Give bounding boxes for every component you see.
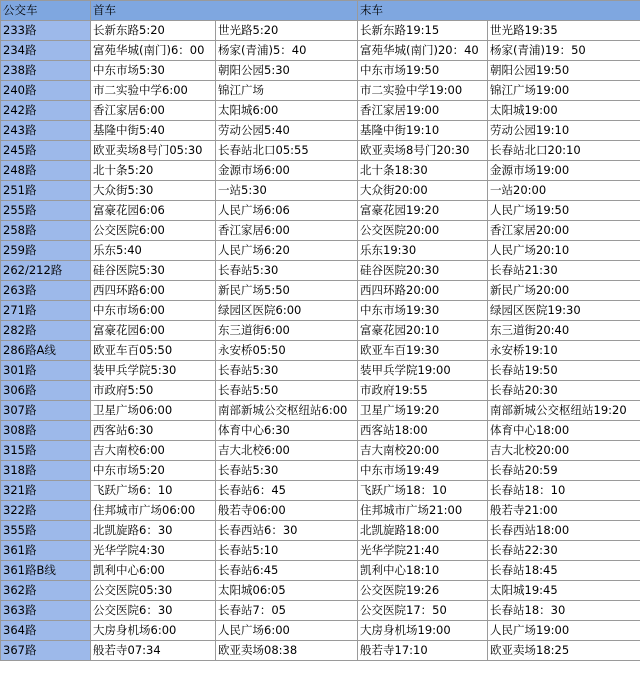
table-row [1,221,640,241]
last-bus-start-cell: 乐东19:30 [358,241,488,261]
last-bus-end-cell: 长春站20:59 [488,461,640,481]
last-bus-start-cell: 欧亚车百19:30 [358,341,488,361]
table-row [1,361,640,381]
first-bus-start-cell: 市二实验中学6:00 [91,81,216,101]
first-bus-end-cell: 人民广场6:06 [216,201,358,221]
table-row [1,61,640,81]
first-bus-end-cell: 太阳城6:00 [216,101,358,121]
first-bus-start-cell: 欧亚卖场8号门05:30 [91,141,216,161]
last-bus-end-cell: 长春站18:45 [488,561,640,581]
last-bus-start-cell: 公交医院19:26 [358,581,488,601]
last-bus-end-cell: 长春站19:50 [488,361,640,381]
route-cell: 262/212路 [1,261,91,281]
route-cell: 367路 [1,641,91,661]
first-bus-start-cell: 欧亚车百05:50 [91,341,216,361]
route-cell: 259路 [1,241,91,261]
table-row [1,161,640,181]
route-cell: 362路 [1,581,91,601]
route-cell: 282路 [1,321,91,341]
last-bus-end-cell: 人民广场19:00 [488,621,640,641]
first-bus-start-cell: 凯利中心6:00 [91,561,216,581]
first-bus-start-cell: 公交医院6:00 [91,221,216,241]
table-row [1,201,640,221]
last-bus-end-cell: 劳动公园19:10 [488,121,640,141]
table-row [1,601,640,621]
route-cell: 355路 [1,521,91,541]
first-bus-end-cell: 长春站5:30 [216,361,358,381]
first-bus-end-cell: 般若寺06:00 [216,501,358,521]
last-bus-start-cell: 装甲兵学院19:00 [358,361,488,381]
first-bus-start-cell: 中东市场6:00 [91,301,216,321]
first-bus-start-cell: 乐东5:40 [91,241,216,261]
first-bus-end-cell: 长春站6：45 [216,481,358,501]
table-row [1,481,640,501]
route-cell: 234路 [1,41,91,61]
table-row [1,401,640,421]
last-bus-start-cell: 大房身机场19:00 [358,621,488,641]
first-bus-end-cell: 南部新城公交枢纽站6:00 [216,401,358,421]
first-bus-end-cell: 长春站北口05:55 [216,141,358,161]
last-bus-start-cell: 市二实验中学19:00 [358,81,488,101]
first-bus-start-cell: 西客站6:30 [91,421,216,441]
first-bus-start-cell: 富豪花园6:06 [91,201,216,221]
first-bus-end-cell: 欧亚卖场08:38 [216,641,358,661]
last-bus-end-cell: 人民广场19:50 [488,201,640,221]
first-bus-end-cell: 长春站5:30 [216,261,358,281]
first-bus-end-cell: 人民广场6:20 [216,241,358,261]
first-bus-start-cell: 卫星广场06:00 [91,401,216,421]
route-cell: 361路B线 [1,561,91,581]
table-row [1,321,640,341]
table-row [1,121,640,141]
last-bus-start-cell: 住邦城市广场21:00 [358,501,488,521]
last-bus-start-cell: 西客站18:00 [358,421,488,441]
first-bus-end-cell: 锦江广场 [216,81,358,101]
table-row [1,561,640,581]
last-bus-start-cell: 北十条18:30 [358,161,488,181]
route-cell: 243路 [1,121,91,141]
last-bus-end-cell: 长春站22:30 [488,541,640,561]
first-bus-end-cell: 香江家居6:00 [216,221,358,241]
last-bus-start-cell: 市政府19:55 [358,381,488,401]
last-bus-start-cell: 欧亚卖场8号门20:30 [358,141,488,161]
first-bus-end-cell: 人民广场6:00 [216,621,358,641]
first-bus-start-cell: 硅谷医院5:30 [91,261,216,281]
route-cell: 307路 [1,401,91,421]
last-bus-start-cell: 富豪花园20:10 [358,321,488,341]
first-bus-end-cell: 东三道街6:00 [216,321,358,341]
last-bus-start-cell: 长新东路19:15 [358,21,488,41]
header-first-bus: 首车 [91,1,358,21]
route-cell: 308路 [1,421,91,441]
route-cell: 315路 [1,441,91,461]
last-bus-end-cell: 香江家居20:00 [488,221,640,241]
header-last-bus: 末车 [358,1,640,21]
table-row [1,241,640,261]
last-bus-end-cell: 永安桥19:10 [488,341,640,361]
last-bus-end-cell: 长春站18：30 [488,601,640,621]
route-cell: 361路 [1,541,91,561]
table-row [1,141,640,161]
last-bus-end-cell: 绿园区医院19:30 [488,301,640,321]
route-cell: 271路 [1,301,91,321]
first-bus-end-cell: 长春站5:50 [216,381,358,401]
table-row [1,521,640,541]
last-bus-end-cell: 金源市场19:00 [488,161,640,181]
table-row [1,441,640,461]
route-cell: 364路 [1,621,91,641]
first-bus-end-cell: 新民广场5:50 [216,281,358,301]
last-bus-start-cell: 西四环路20:00 [358,281,488,301]
table-row [1,421,640,441]
first-bus-start-cell: 西四环路6:00 [91,281,216,301]
first-bus-start-cell: 大房身机场6:00 [91,621,216,641]
route-cell: 251路 [1,181,91,201]
first-bus-end-cell: 长春站7：05 [216,601,358,621]
route-cell: 258路 [1,221,91,241]
route-cell: 233路 [1,21,91,41]
table-row [1,541,640,561]
last-bus-start-cell: 凯利中心18:10 [358,561,488,581]
first-bus-end-cell: 长春站6:45 [216,561,358,581]
last-bus-start-cell: 光华学院21:40 [358,541,488,561]
last-bus-start-cell: 吉大南校20:00 [358,441,488,461]
first-bus-end-cell: 一站5:30 [216,181,358,201]
last-bus-end-cell: 长春站20:30 [488,381,640,401]
last-bus-end-cell: 欧亚卖场18:25 [488,641,640,661]
first-bus-end-cell: 太阳城06:05 [216,581,358,601]
last-bus-end-cell: 吉大北校20:00 [488,441,640,461]
first-bus-start-cell: 飞跃广场6：10 [91,481,216,501]
last-bus-start-cell: 大众街20:00 [358,181,488,201]
first-bus-start-cell: 市政府5:50 [91,381,216,401]
last-bus-start-cell: 公交医院20:00 [358,221,488,241]
first-bus-end-cell: 长春西站6：30 [216,521,358,541]
last-bus-start-cell: 香江家居19:00 [358,101,488,121]
route-cell: 240路 [1,81,91,101]
schedule-body [1,21,640,661]
route-cell: 363路 [1,601,91,621]
table-row [1,181,640,201]
first-bus-end-cell: 永安桥05:50 [216,341,358,361]
first-bus-end-cell: 杨家(青浦)5：40 [216,41,358,61]
table-row [1,381,640,401]
table-row [1,21,640,41]
first-bus-start-cell: 般若寺07:34 [91,641,216,661]
table-row [1,81,640,101]
last-bus-end-cell: 锦江广场19:00 [488,81,640,101]
last-bus-end-cell: 南部新城公交枢纽站19:20 [488,401,640,421]
last-bus-start-cell: 飞跃广场18：10 [358,481,488,501]
last-bus-start-cell: 卫星广场19:20 [358,401,488,421]
last-bus-end-cell: 长春站北口20:10 [488,141,640,161]
first-bus-start-cell: 大众街5:30 [91,181,216,201]
last-bus-end-cell: 太阳城19:45 [488,581,640,601]
first-bus-end-cell: 朝阳公园5:30 [216,61,358,81]
last-bus-end-cell: 东三道街20:40 [488,321,640,341]
first-bus-end-cell: 劳动公园5:40 [216,121,358,141]
first-bus-start-cell: 住邦城市广场06:00 [91,501,216,521]
first-bus-start-cell: 装甲兵学院5:30 [91,361,216,381]
last-bus-start-cell: 硅谷医院20:30 [358,261,488,281]
route-cell: 245路 [1,141,91,161]
table-row [1,301,640,321]
first-bus-start-cell: 中东市场5:30 [91,61,216,81]
last-bus-start-cell: 富苑华城(南门)20：40 [358,41,488,61]
last-bus-end-cell: 长春站18：10 [488,481,640,501]
first-bus-end-cell: 世光路5:20 [216,21,358,41]
last-bus-start-cell: 富豪花园19:20 [358,201,488,221]
last-bus-end-cell: 朝阳公园19:50 [488,61,640,81]
last-bus-end-cell: 世光路19:35 [488,21,640,41]
table-row [1,41,640,61]
first-bus-end-cell: 体育中心6:30 [216,421,358,441]
first-bus-start-cell: 基隆中街5:40 [91,121,216,141]
route-cell: 301路 [1,361,91,381]
first-bus-start-cell: 中东市场5:20 [91,461,216,481]
table-row [1,621,640,641]
last-bus-start-cell: 中东市场19:50 [358,61,488,81]
last-bus-start-cell: 公交医院17：50 [358,601,488,621]
last-bus-start-cell: 北凯旋路18:00 [358,521,488,541]
route-cell: 238路 [1,61,91,81]
route-cell: 255路 [1,201,91,221]
last-bus-end-cell: 长春站21:30 [488,261,640,281]
route-cell: 263路 [1,281,91,301]
first-bus-end-cell: 长春站5:30 [216,461,358,481]
table-row [1,281,640,301]
first-bus-start-cell: 长新东路5:20 [91,21,216,41]
route-cell: 306路 [1,381,91,401]
route-cell: 286路A线 [1,341,91,361]
table-row [1,461,640,481]
header-route: 公交车 [1,1,91,21]
first-bus-end-cell: 吉大北校6:00 [216,441,358,461]
last-bus-start-cell: 中东市场19:30 [358,301,488,321]
first-bus-end-cell: 金源市场6:00 [216,161,358,181]
last-bus-end-cell: 一站20:00 [488,181,640,201]
table-row [1,341,640,361]
last-bus-end-cell: 太阳城19:00 [488,101,640,121]
first-bus-start-cell: 北凯旋路6：30 [91,521,216,541]
first-bus-end-cell: 绿园区医院6:00 [216,301,358,321]
header-row [1,1,640,21]
last-bus-end-cell: 新民广场20:00 [488,281,640,301]
table-row [1,641,640,661]
first-bus-start-cell: 公交医院05:30 [91,581,216,601]
first-bus-end-cell: 长春站5:10 [216,541,358,561]
table-row [1,261,640,281]
table-row [1,501,640,521]
first-bus-start-cell: 吉大南校6:00 [91,441,216,461]
route-cell: 318路 [1,461,91,481]
last-bus-start-cell: 中东市场19:49 [358,461,488,481]
route-cell: 248路 [1,161,91,181]
route-cell: 321路 [1,481,91,501]
first-bus-start-cell: 北十条5:20 [91,161,216,181]
first-bus-start-cell: 公交医院6：30 [91,601,216,621]
last-bus-end-cell: 体育中心18:00 [488,421,640,441]
table-row [1,581,640,601]
first-bus-start-cell: 香江家居6:00 [91,101,216,121]
last-bus-end-cell: 人民广场20:10 [488,241,640,261]
last-bus-start-cell: 般若寺17:10 [358,641,488,661]
last-bus-end-cell: 般若寺21:00 [488,501,640,521]
first-bus-start-cell: 光华学院4:30 [91,541,216,561]
first-bus-start-cell: 富豪花园6:00 [91,321,216,341]
last-bus-start-cell: 基隆中街19:10 [358,121,488,141]
last-bus-end-cell: 杨家(青浦)19：50 [488,41,640,61]
route-cell: 242路 [1,101,91,121]
first-bus-start-cell: 富苑华城(南门)6：00 [91,41,216,61]
route-cell: 322路 [1,501,91,521]
table-row [1,101,640,121]
last-bus-end-cell: 长春西站18:00 [488,521,640,541]
